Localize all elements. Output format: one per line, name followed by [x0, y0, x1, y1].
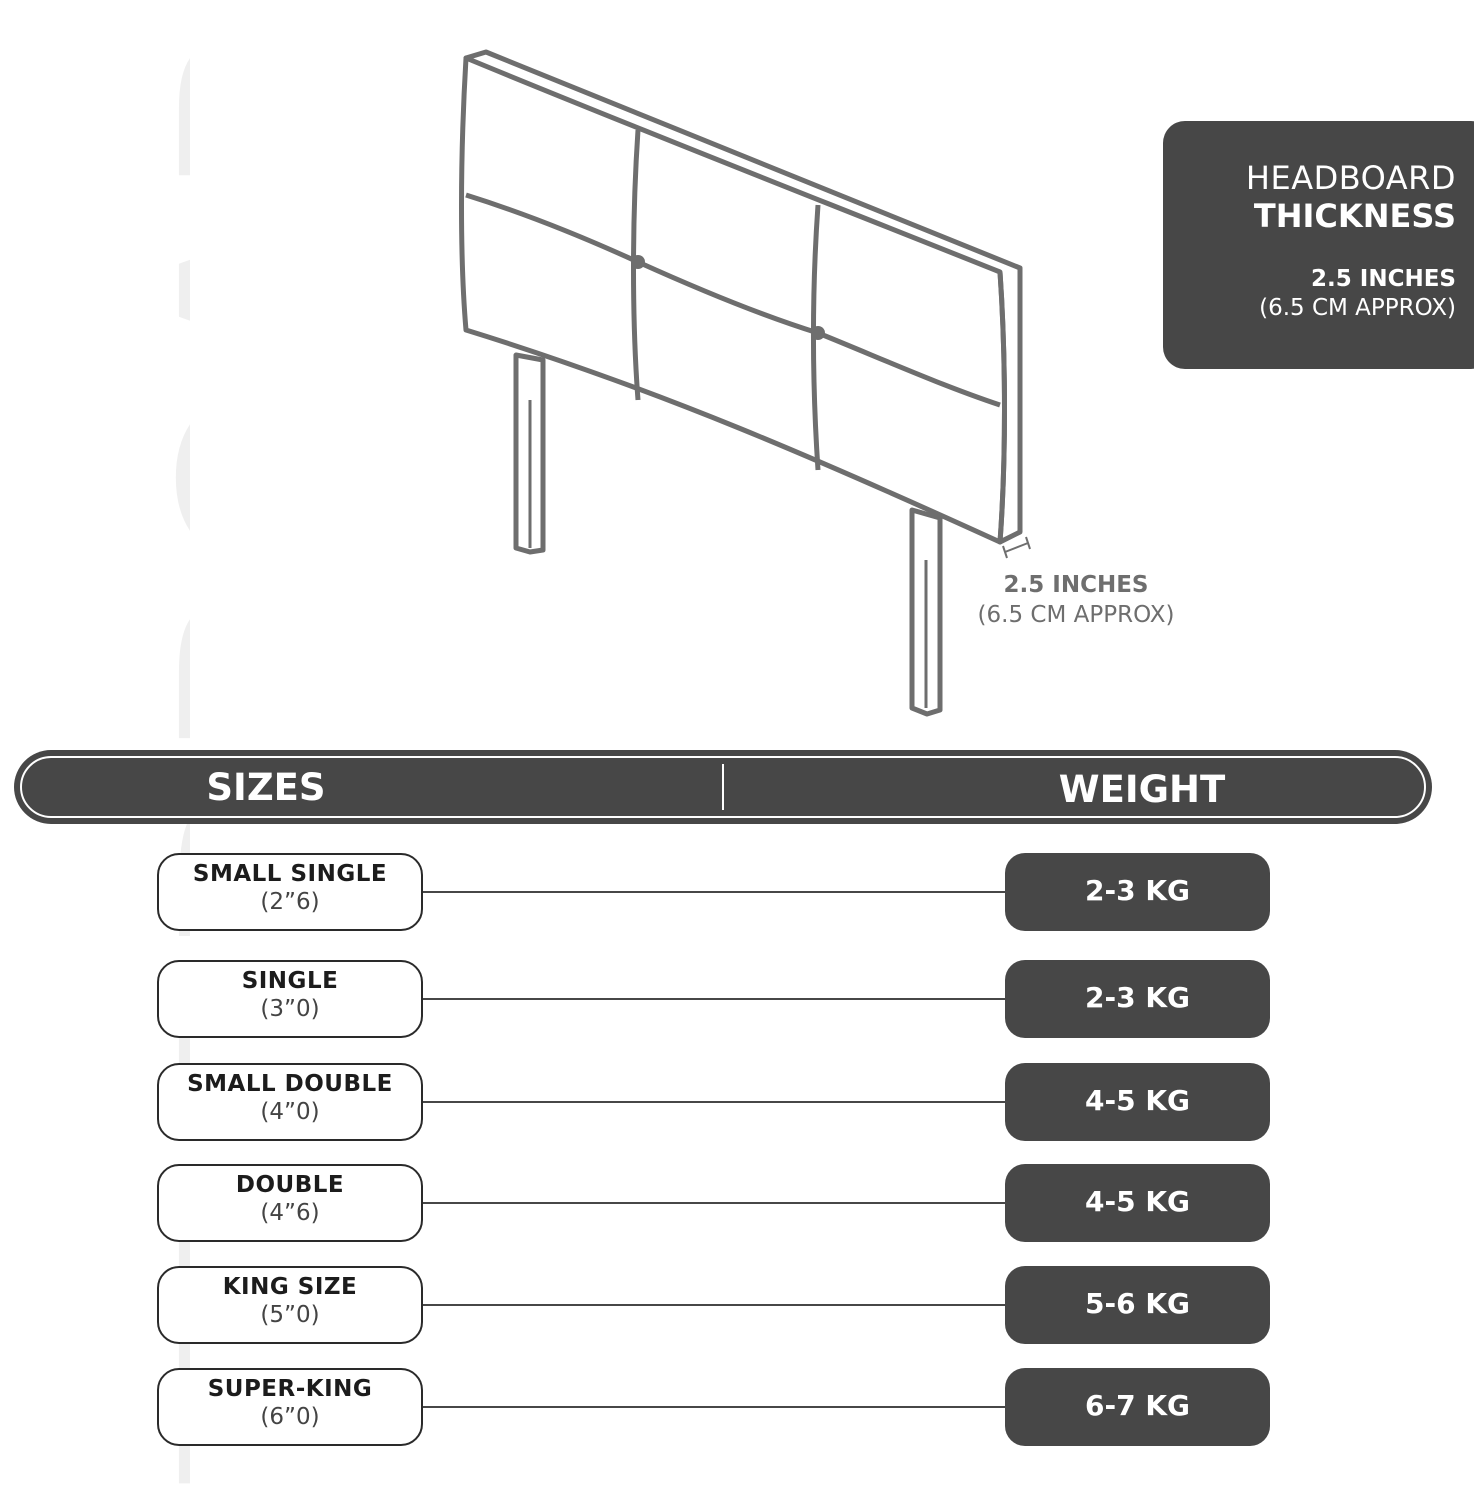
size-dimension: (5”0) [260, 1302, 320, 1328]
dimension-label [960, 572, 1192, 628]
thickness-value-metric: (6.5 CM APPROX) [1259, 295, 1456, 321]
weight-box: 4-5 KG [1005, 1063, 1270, 1141]
row-connector [420, 1101, 1008, 1103]
weight-box: 4-5 KG [1005, 1164, 1270, 1242]
size-box [157, 1266, 423, 1344]
row-connector [420, 1406, 1008, 1408]
size-name: SMALL SINGLE [192, 861, 388, 887]
size-name: SMALL DOUBLE [187, 1071, 393, 1097]
size-box [157, 1164, 423, 1242]
size-dimension: (3”0) [260, 996, 320, 1022]
weight-box: 2-3 KG [1005, 960, 1270, 1038]
table-row [0, 960, 1474, 1038]
thickness-value: 2.5 INCHES [1311, 266, 1456, 292]
table-row [0, 1266, 1474, 1344]
table-row [0, 1368, 1474, 1446]
size-dimension: (4”0) [260, 1099, 320, 1125]
thickness-title-light: HEADBOARD [1245, 159, 1456, 197]
table-row [0, 1063, 1474, 1141]
row-connector [420, 1202, 1008, 1204]
headboard-illustration [440, 40, 1040, 730]
dimension-value: 2.5 INCHES [1003, 572, 1149, 598]
table-row [0, 1164, 1474, 1242]
table-row [0, 853, 1474, 931]
size-name: DOUBLE [235, 1172, 345, 1198]
weight-box: 2-3 KG [1005, 853, 1270, 931]
button-tuft-2 [811, 326, 825, 340]
weight-box: 5-6 KG [1005, 1266, 1270, 1344]
size-name: SINGLE [241, 968, 339, 994]
header-weight: WEIGHT [1058, 768, 1226, 811]
size-name: SUPER-KING [207, 1376, 373, 1402]
size-dimension: (2”6) [260, 889, 320, 915]
header-divider [722, 764, 724, 810]
size-box [157, 853, 423, 931]
row-connector [420, 998, 1008, 1000]
thickness-card [1163, 121, 1474, 369]
weight-box: 6-7 KG [1005, 1368, 1270, 1446]
size-dimension: (6”0) [260, 1404, 320, 1430]
button-tuft-1 [631, 255, 645, 269]
size-name: KING SIZE [222, 1274, 358, 1300]
thickness-title-bold: THICKNESS [1253, 197, 1456, 235]
table-header [14, 750, 1432, 824]
size-box [157, 1368, 423, 1446]
size-box [157, 960, 423, 1038]
dimension-value-metric: (6.5 CM APPROX) [977, 602, 1175, 628]
row-connector [420, 891, 1008, 893]
size-dimension: (4”6) [260, 1200, 320, 1226]
size-box [157, 1063, 423, 1141]
row-connector [420, 1304, 1008, 1306]
header-sizes: SIZES [206, 766, 326, 809]
